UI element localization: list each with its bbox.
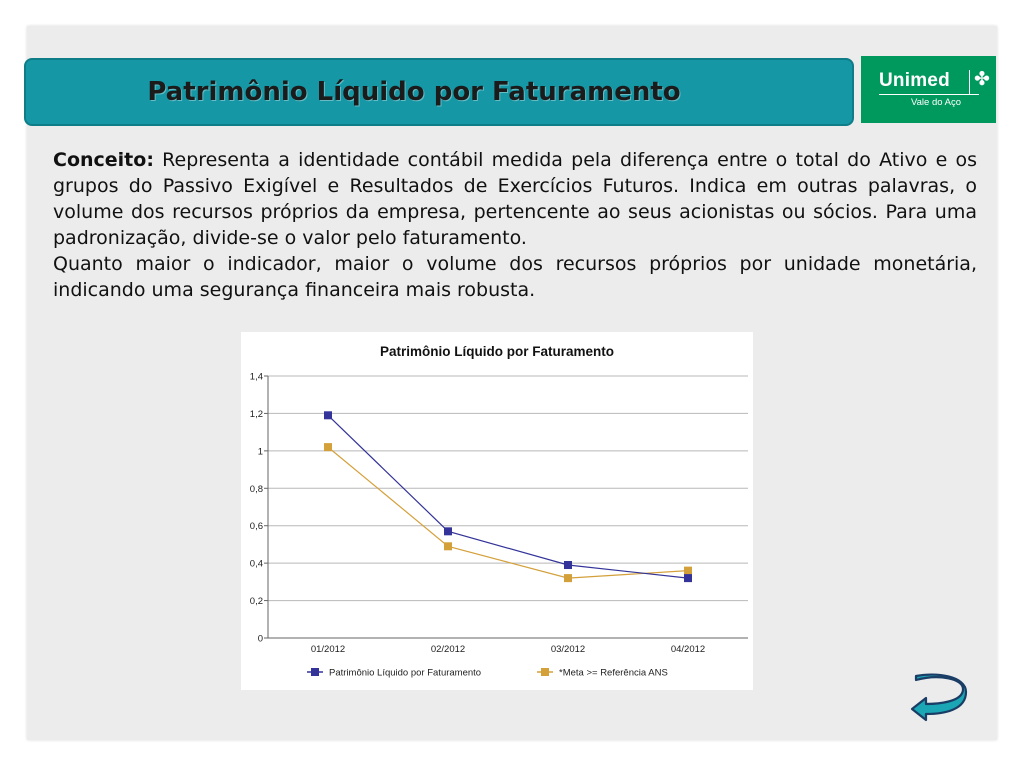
return-arrow-icon[interactable] [908, 672, 968, 722]
y-tick-label: 1,4 [249, 371, 263, 383]
x-tick-label: 03/2012 [550, 644, 586, 655]
x-tick-label: 04/2012 [670, 644, 706, 655]
unimed-logo [861, 56, 996, 123]
y-tick-label: 0,6 [249, 521, 263, 533]
y-tick-label: 1 [257, 446, 263, 458]
legend-marker-1 [311, 668, 319, 676]
logo-subtitle: Vale do Aço [911, 97, 962, 108]
y-tick-label: 0,2 [249, 596, 263, 608]
y-tick-label: 0,8 [249, 483, 263, 495]
series-2-point [324, 443, 332, 451]
legend-marker-2 [541, 668, 549, 676]
y-tick-label: 1,2 [249, 408, 263, 420]
series-2-point [564, 574, 572, 582]
logo-brand: Unimed [879, 70, 950, 91]
line-chart [241, 332, 753, 690]
title-bar [24, 58, 854, 126]
x-tick-label: 01/2012 [310, 644, 346, 655]
logo-divider [879, 94, 979, 95]
series-line-1 [328, 415, 688, 578]
y-tick-label: 0 [257, 633, 263, 645]
legend-label-2: *Meta >= Referência ANS [559, 667, 668, 679]
series-2-point [684, 567, 692, 575]
unimed-symbol-icon: ✤ [974, 68, 990, 90]
page-title: Patrimônio Líquido por Faturamento [147, 77, 681, 107]
concept-label: Conceito: [53, 149, 154, 171]
x-tick-label: 02/2012 [430, 644, 466, 655]
concept-text: Representa a identidade contábil medida pela diferença entre o total do Ativo e os grupos do Passivo Exigível e Resultados de Exercícios Futuros. Indica em outras palavras, o volume dos recursos próprios da empresa, pertencente ao seus acionistas ou sócios. Para uma padronização, divide-se o valor pelo faturamento. [53, 149, 977, 249]
series-1-point [564, 561, 572, 569]
series-1-point [444, 527, 452, 535]
concept-paragraph-2: Quanto maior o indicador, maior o volume dos recursos próprios por unidade monetária, indicando uma segurança financeira mais robusta. [53, 253, 977, 301]
concept-paragraph [53, 147, 977, 251]
series-1-point [684, 574, 692, 582]
chart-container [241, 332, 753, 690]
y-tick-label: 0,4 [249, 558, 263, 570]
chart-title: Patrimônio Líquido por Faturamento [380, 344, 614, 359]
series-2-point [444, 542, 452, 550]
series-1-point [324, 411, 332, 419]
concept-block [53, 147, 977, 303]
legend-label-1: Patrimônio Líquido por Faturamento [329, 667, 482, 679]
logo-separator [969, 70, 970, 94]
